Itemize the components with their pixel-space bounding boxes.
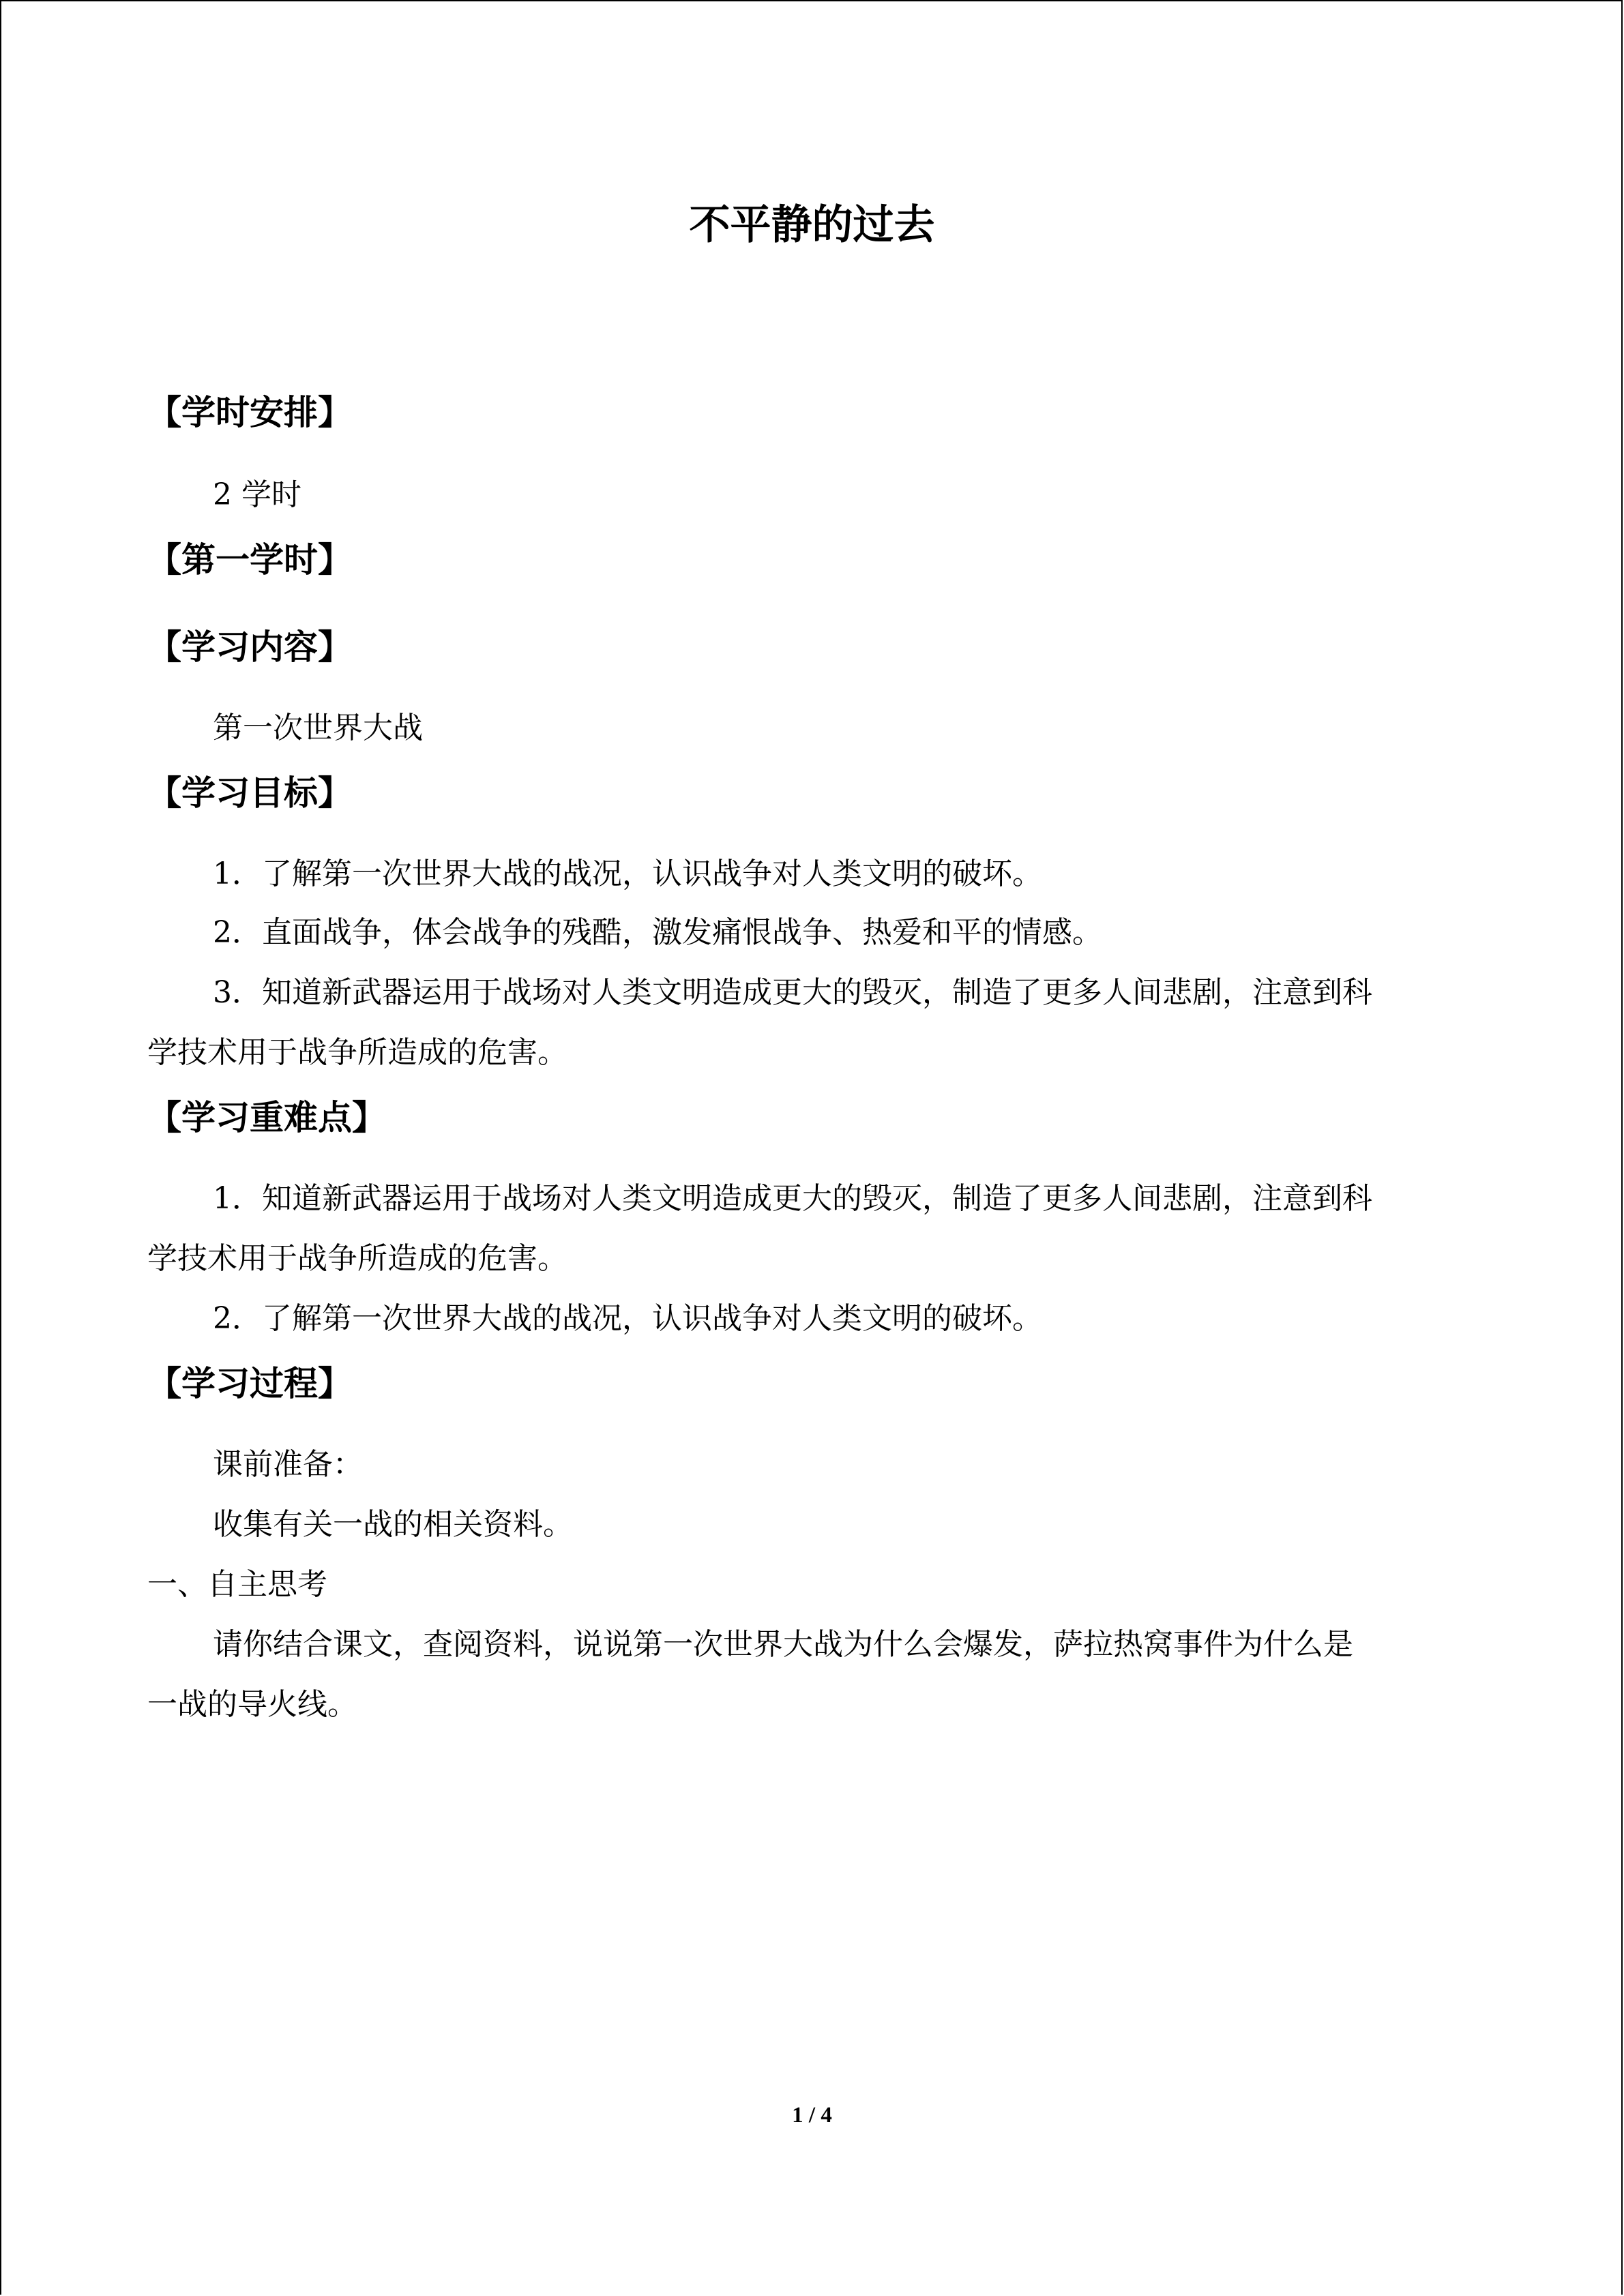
heading-content: 【学习内容】 — [147, 627, 352, 667]
heading-objectives: 【学习目标】 — [147, 773, 352, 813]
document-title: 不平静的过去 — [689, 201, 935, 249]
key-point-item-1-line-1: 1．知道新武器运用于战场对人类文明造成更大的毁灭，制造了更多人间悲剧，注意到科 — [213, 1181, 1372, 1216]
process-prep-text: 收集有关一战的相关资料。 — [213, 1507, 573, 1542]
content-text: 第一次世界大战 — [213, 711, 423, 745]
objective-item-3-line-2: 学技术用于战争所造成的危害。 — [147, 1035, 567, 1070]
process-part-1-title: 一、自主思考 — [147, 1567, 327, 1602]
key-point-item-1-line-2: 学技术用于战争所造成的危害。 — [147, 1241, 567, 1276]
page-number: 1 / 4 — [792, 2103, 832, 2128]
heading-period-one: 【第一学时】 — [147, 540, 352, 580]
key-point-item-2: 2．了解第一次世界大战的战况，认识战争对人类文明的破坏。 — [213, 1301, 1042, 1336]
objective-item-1: 1．了解第一次世界大战的战况，认识战争对人类文明的破坏。 — [213, 856, 1042, 891]
heading-key-points: 【学习重难点】 — [147, 1098, 386, 1137]
schedule-text: 2 学时 — [213, 477, 301, 512]
process-part-1-line-2: 一战的导火线。 — [147, 1687, 357, 1722]
objective-item-3-line-1: 3．知道新武器运用于战场对人类文明造成更大的毁灭，制造了更多人间悲剧，注意到科 — [213, 975, 1372, 1010]
process-part-1-line-1: 请你结合课文，查阅资料，说说第一次世界大战为什么会爆发，萨拉热窝事件为什么是 — [213, 1627, 1353, 1662]
process-prep-label: 课前准备： — [213, 1447, 363, 1482]
heading-schedule: 【学时安排】 — [147, 393, 352, 432]
objective-item-2: 2．直面战争，体会战争的残酷，激发痛恨战争、热爱和平的情感。 — [213, 915, 1102, 950]
heading-process: 【学习过程】 — [147, 1364, 352, 1403]
